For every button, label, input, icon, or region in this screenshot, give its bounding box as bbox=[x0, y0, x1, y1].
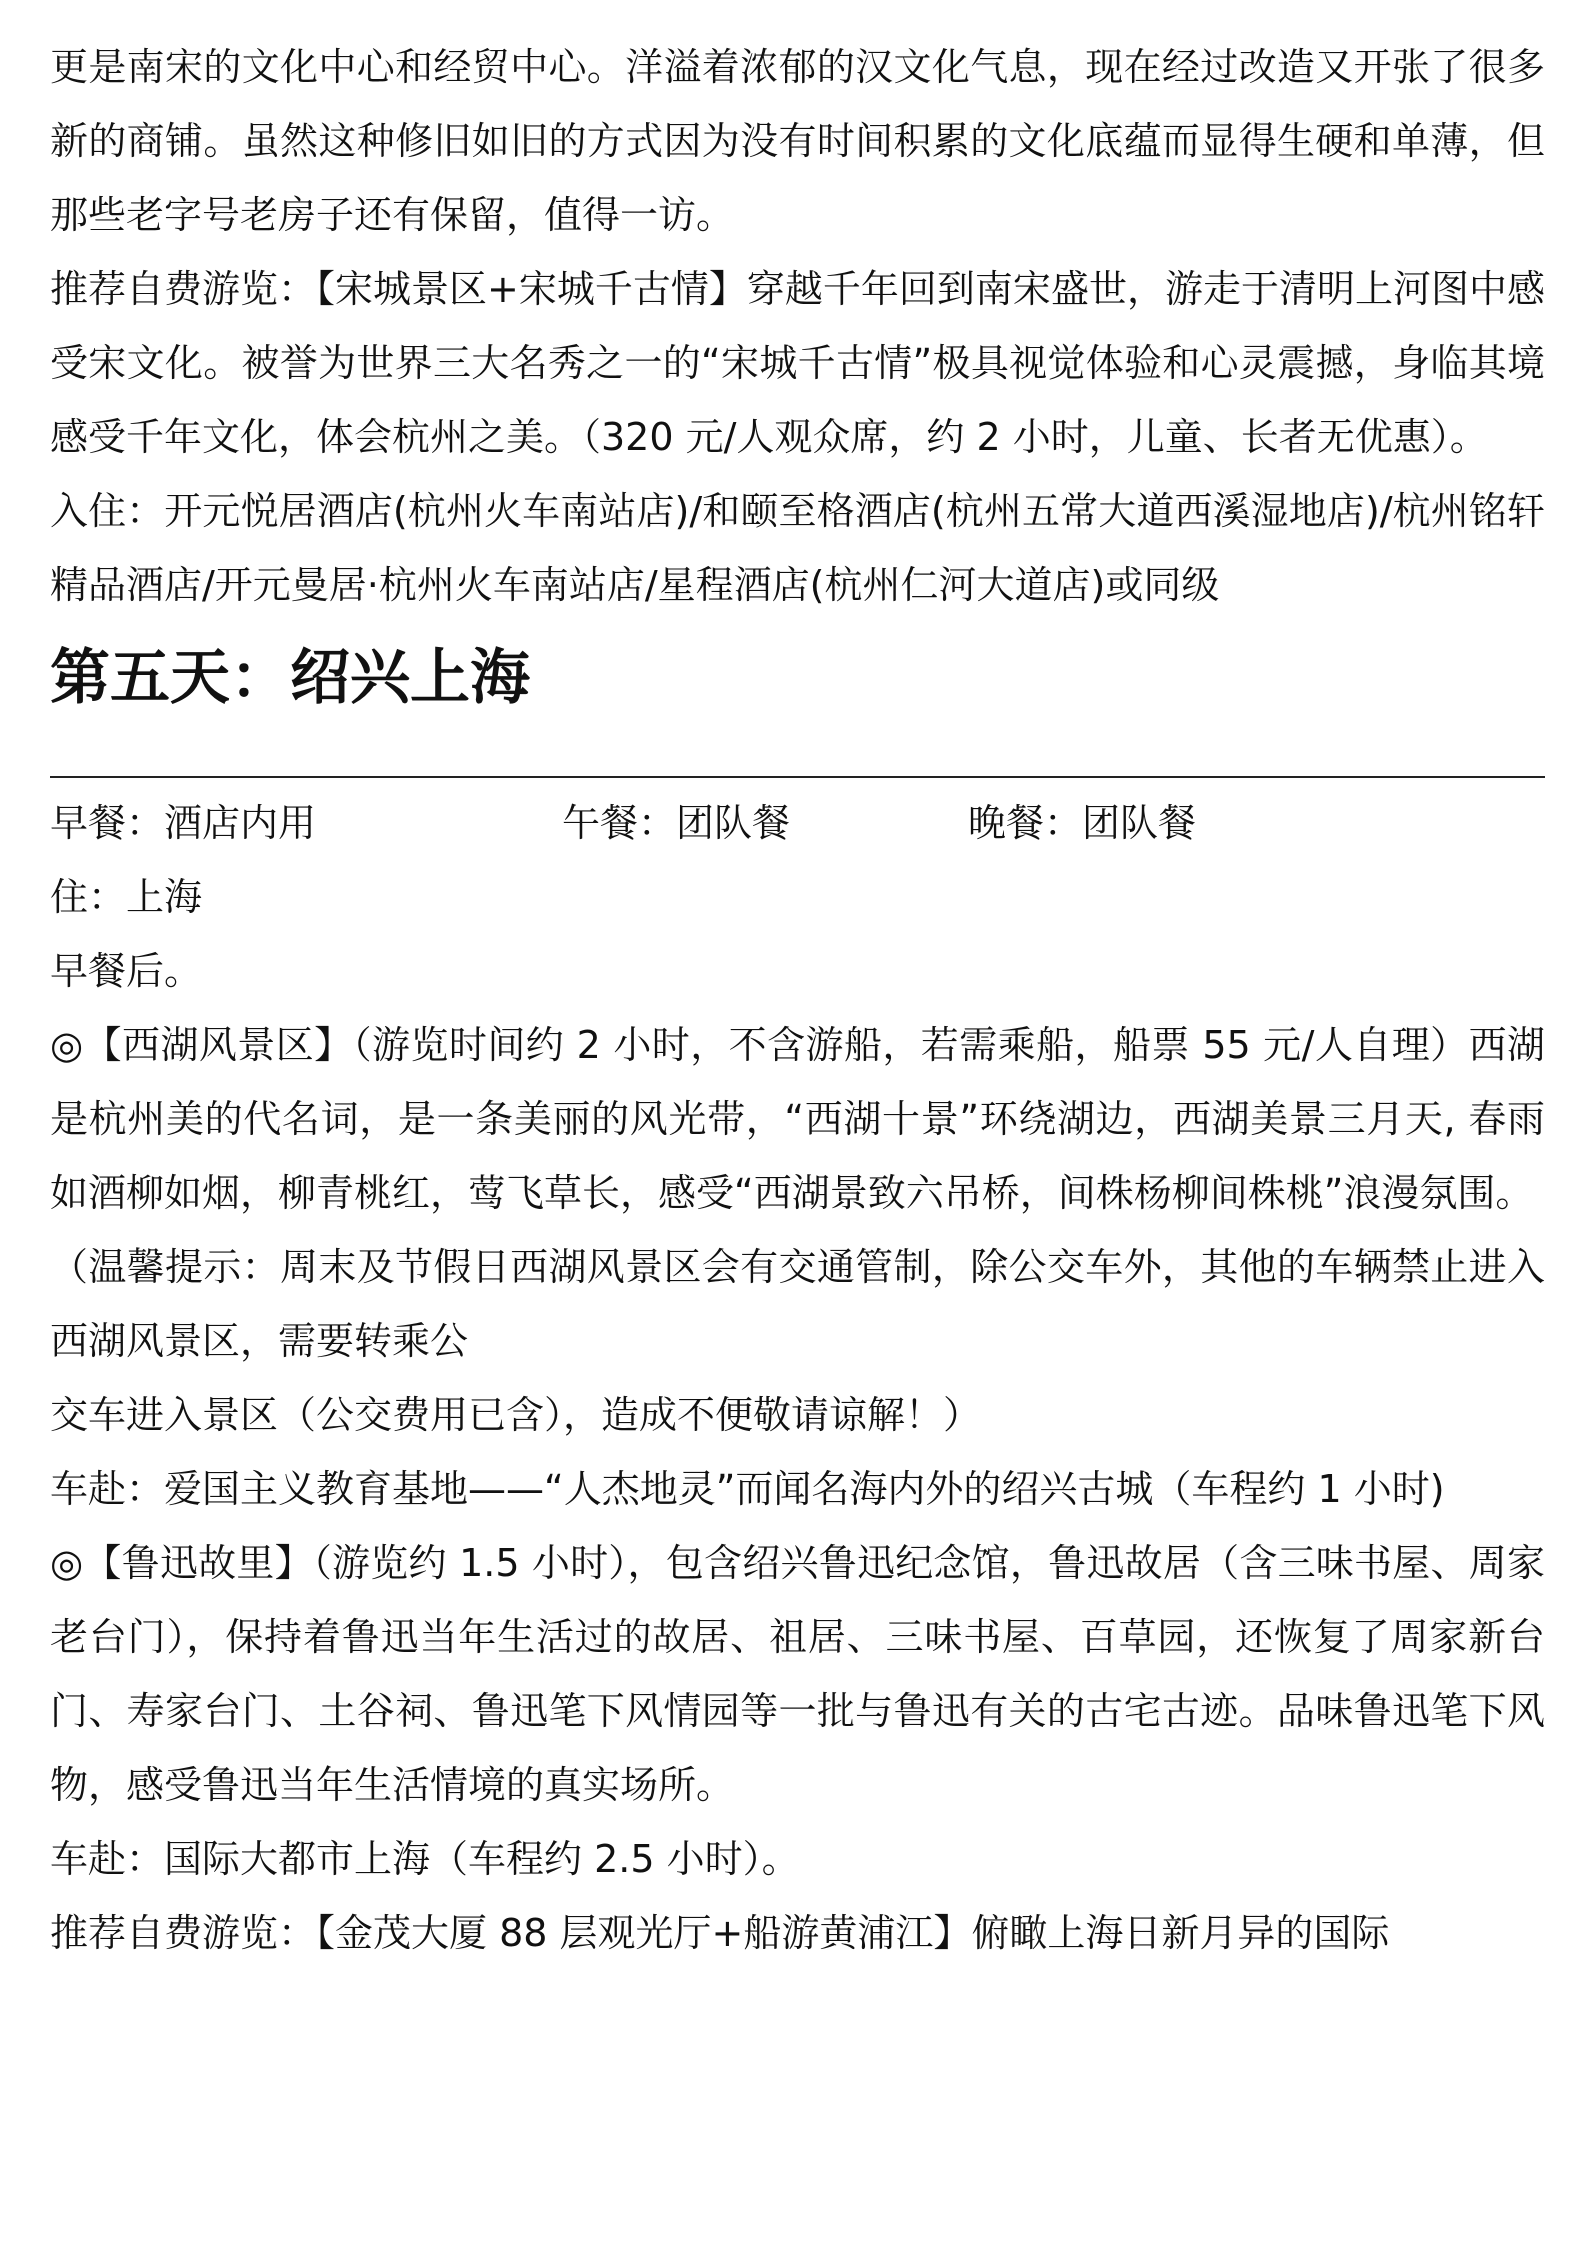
meal-lunch: 午餐：团队餐 bbox=[562, 801, 791, 845]
itinerary-paragraph-to-shanghai: 车赴：国际大都市上海（车程约 2.5 小时）。 bbox=[50, 1837, 800, 1881]
stay-info: 住：上海 bbox=[50, 875, 203, 919]
day-title: 第五天：绍兴上海 bbox=[50, 643, 530, 713]
itinerary-paragraph-west-lake: ◎【西湖风景区】（游览时间约 2 小时，不含游船，若需乘船，船票 55 元/人自理）西湖是杭州美的代名词，是一条美丽的风光带，“西湖十景”环绕湖边，西湖美景三月天, 春雨如酒柳如烟，柳青桃红，莺飞草长，感受“西湖景致六吊桥，间株杨柳间株桃”浪漫氛围。 bbox=[50, 1023, 1545, 1215]
meal-breakfast: 早餐：酒店内用 bbox=[50, 801, 317, 845]
intro-paragraph-history: 更是南宋的文化中心和经贸中心。洋溢着浓郁的汉文化气息，现在经过改造又开张了很多新的商铺。虽然这种修旧如旧的方式因为没有时间积累的文化底蕴而显得生硬和单薄，但那些老字号老房子还有保留，值得一访。 bbox=[50, 45, 1545, 237]
document-page bbox=[50, 0, 1545, 1970]
itinerary-paragraph-to-shaoxing: 车赴：爱国主义教育基地——“人杰地灵”而闻名海内外的绍兴古城（车程约 1 小时) bbox=[50, 1467, 1445, 1511]
itinerary-paragraph-luxun: ◎【鲁迅故里】（游览约 1.5 小时），包含绍兴鲁迅纪念馆，鲁迅故居（含三味书屋、周家老台门），保持着鲁迅当年生活过的故居、祖居、三味书屋、百草园，还恢复了周家新台门、寿家台门、土谷祠、鲁迅笔下风情园等一批与鲁迅有关的古宅古迹。品味鲁迅笔下风物，感受鲁迅当年生活情境的真实场所。 bbox=[50, 1541, 1545, 1807]
intro-paragraph-hotel: 入住：开元悦居酒店(杭州火车南站店)/和颐至格酒店(杭州五常大道西溪湿地店)/杭州铭轩精品酒店/开元曼居·杭州火车南站店/星程酒店(杭州仁河大道店)或同级 bbox=[50, 489, 1545, 607]
section-divider bbox=[50, 776, 1545, 778]
itinerary-paragraph-tip: （温馨提示：周末及节假日西湖风景区会有交通管制，除公交车外，其他的车辆禁止进入西湖风景区，需要转乘公 bbox=[50, 1245, 1545, 1363]
meals-row bbox=[50, 786, 1545, 860]
itinerary-paragraph: 早餐后。 bbox=[50, 949, 203, 993]
meal-dinner: 晚餐：团队餐 bbox=[968, 801, 1197, 845]
itinerary-paragraph-tip-cont: 交车进入景区（公交费用已含），造成不便敬请谅解！） bbox=[50, 1393, 982, 1437]
intro-paragraph-optional-tour: 推荐自费游览：【宋城景区+宋城千古情】穿越千年回到南宋盛世，游走于清明上河图中感受宋文化。被誉为世界三大名秀之一的“宋城千古情”极具视觉体验和心灵震撼，身临其境感受千年文化，体会杭州之美。（320 元/人观众席，约 2 小时，儿童、长者无优惠）。 bbox=[50, 267, 1545, 459]
itinerary-paragraph-optional-shanghai: 推荐自费游览：【金茂大厦 88 层观光厅+船游黄浦江】俯瞰上海日新月异的国际 bbox=[50, 1911, 1390, 1955]
